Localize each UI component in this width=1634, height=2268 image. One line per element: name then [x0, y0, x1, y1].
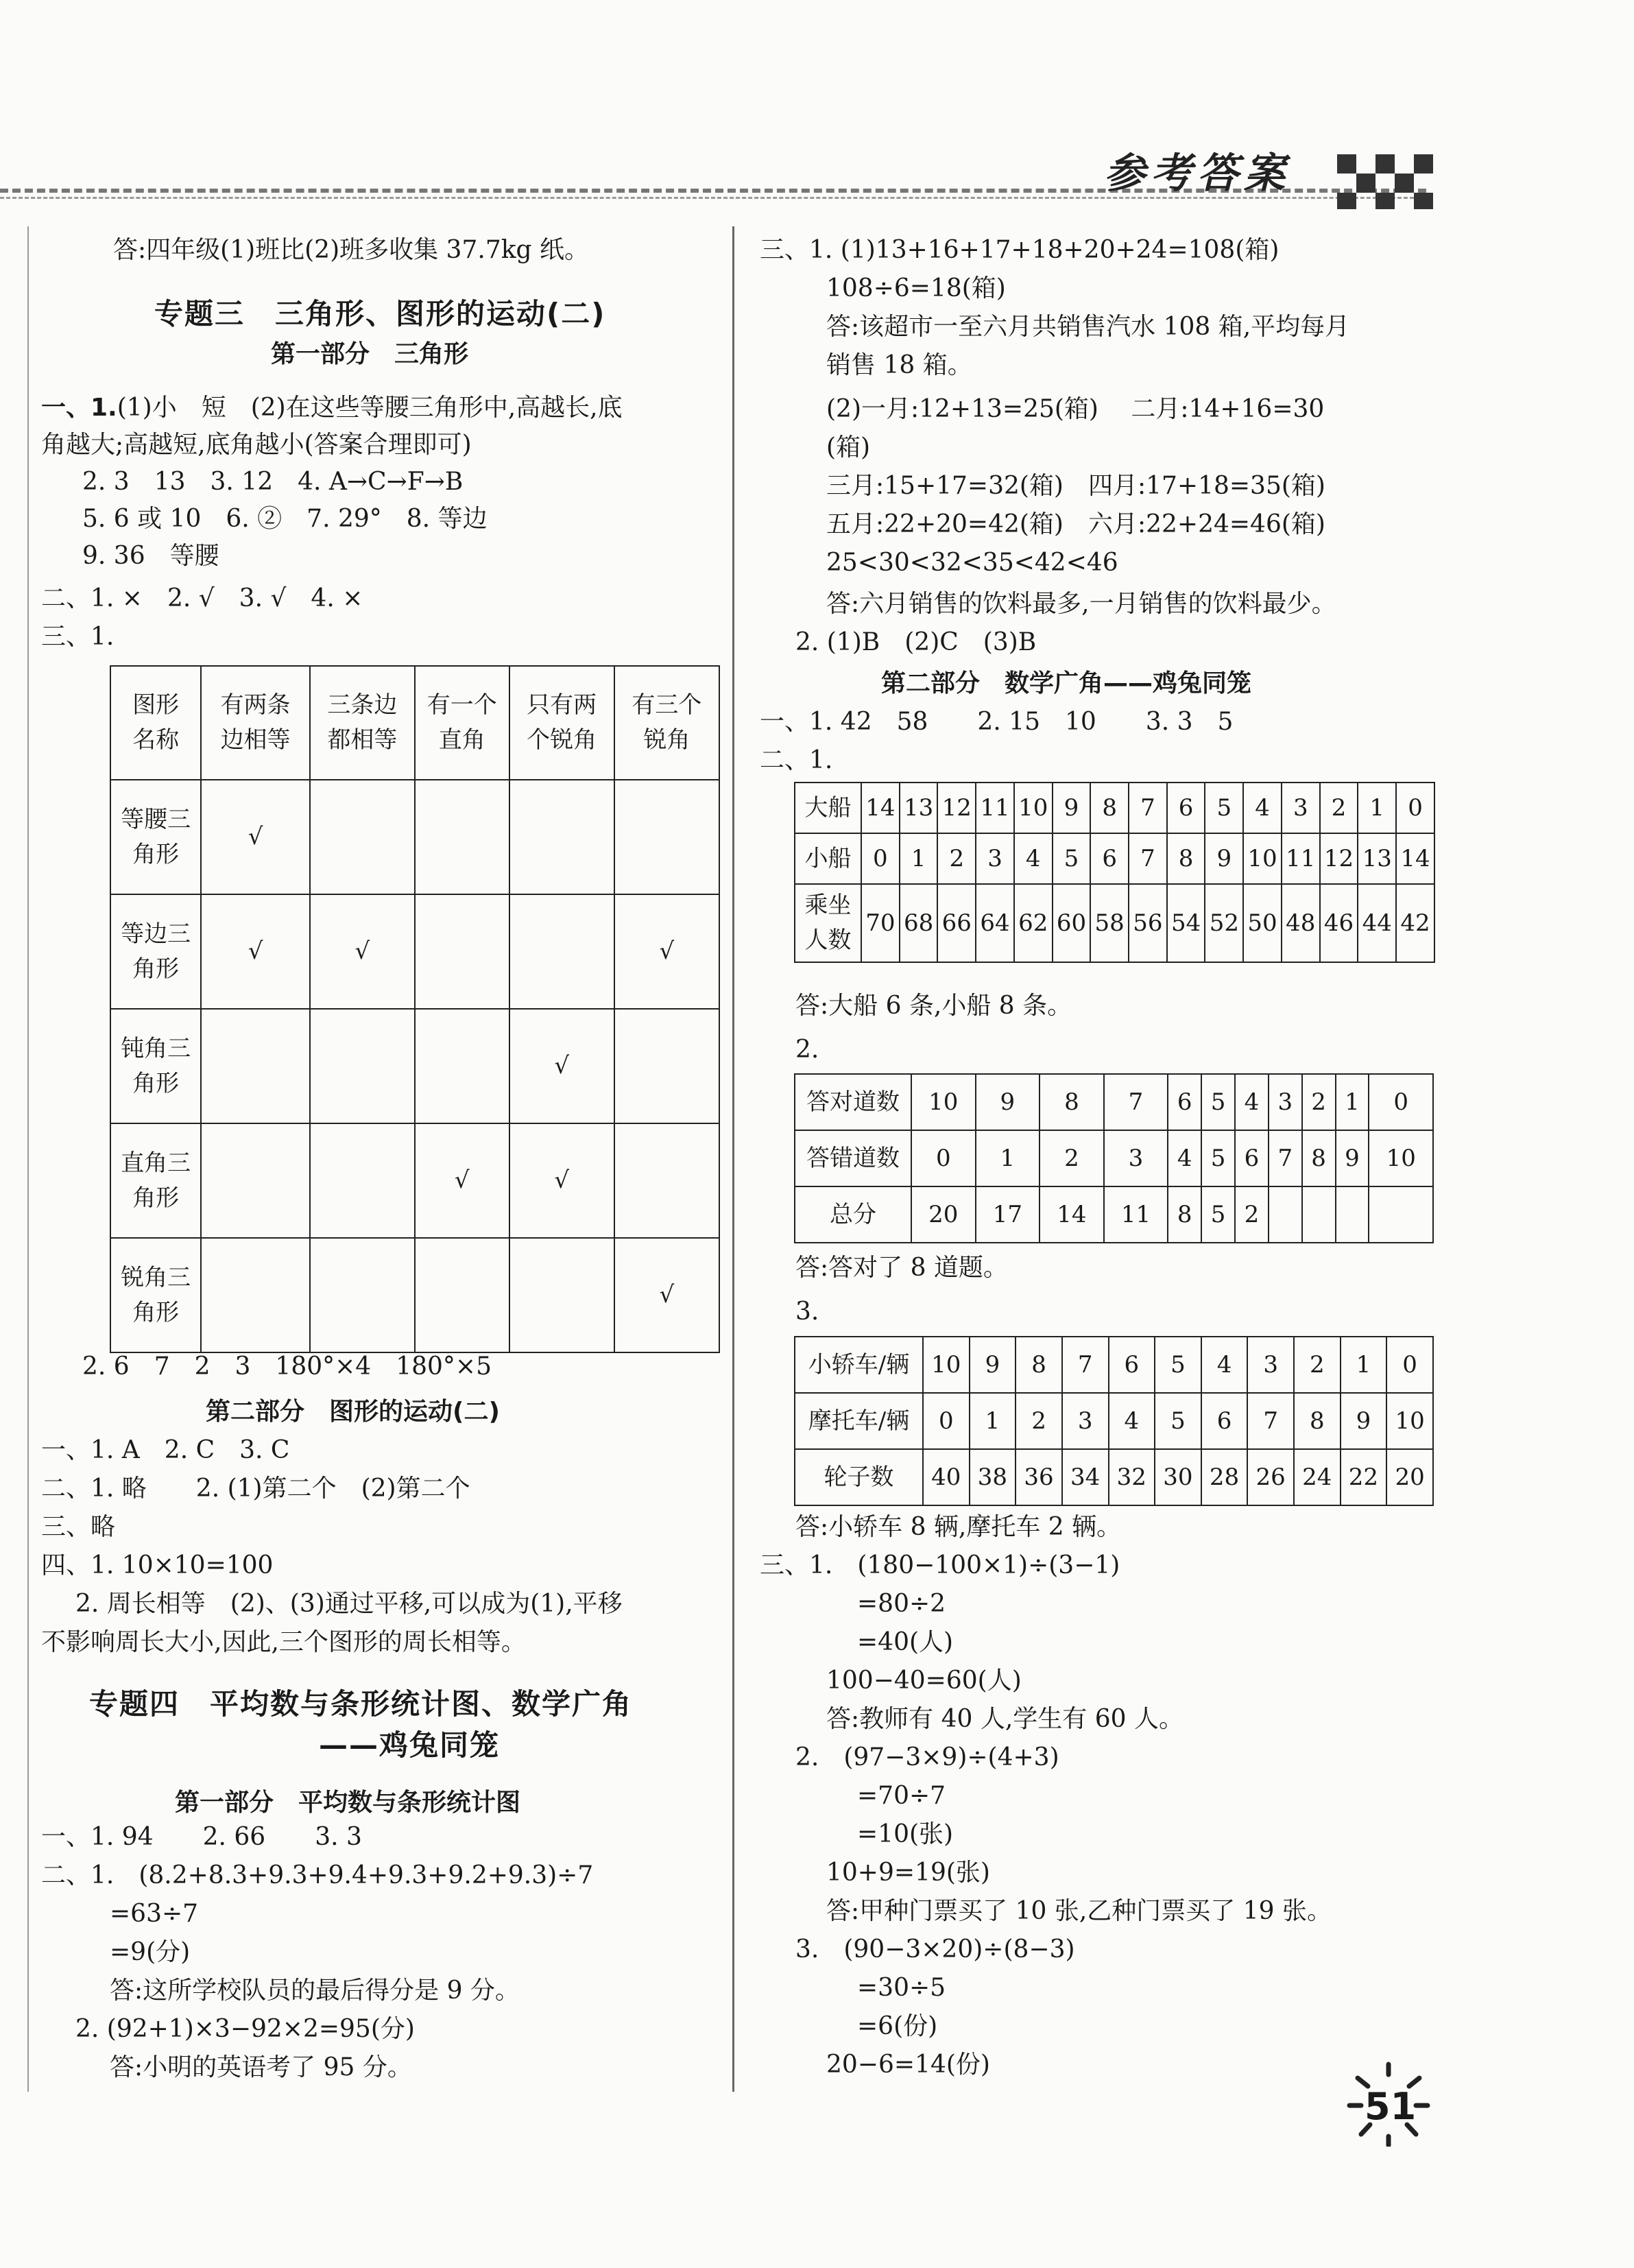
table-row [795, 1337, 1433, 1393]
check-cell [310, 1238, 415, 1352]
value-cell: 4 [1109, 1393, 1155, 1449]
value-cell: 0 [1396, 783, 1434, 833]
value-cell: 0 [911, 1130, 976, 1186]
answer-line: 答:甲种门票买了 10 张,乙种门票买了 19 张。 [826, 1897, 1332, 1925]
answer-line: 20−6=14(份) [826, 2051, 990, 2079]
part1-title: 第一部分 三角形 [271, 340, 469, 368]
value-cell: 8 [1294, 1393, 1341, 1449]
answer-line: 销售 18 箱。 [826, 351, 972, 379]
check-cell: √ [614, 894, 719, 1009]
check-cell: √ [614, 1238, 719, 1352]
value-cell: 3 [1104, 1130, 1168, 1186]
answer-line: 答:六月销售的饮料最多,一月销售的饮料最少。 [826, 590, 1336, 618]
value-cell [1369, 1186, 1433, 1243]
value-cell: 34 [1062, 1449, 1109, 1505]
value-cell: 3 [1247, 1337, 1294, 1393]
header-cell: 有三个 锐角 [614, 666, 719, 780]
value-cell: 66 [937, 884, 976, 962]
answer-line: 25<30<32<35<42<46 [826, 549, 1118, 577]
topic4-subtitle: ——鸡兔同笼 [319, 1728, 501, 1762]
check-cell [201, 1009, 309, 1123]
value-cell: 12 [1320, 833, 1358, 884]
value-cell: 0 [923, 1393, 970, 1449]
check-cell [415, 1009, 509, 1123]
vehicle-table [794, 1336, 1434, 1506]
value-cell: 6 [1090, 833, 1129, 884]
answer-line: =63÷7 [110, 1900, 199, 1928]
row-label-cell: 等腰三 角形 [110, 780, 201, 894]
table-row [795, 783, 1434, 833]
triangle-properties-table [110, 665, 720, 1353]
value-cell: 1 [900, 833, 938, 884]
check-cell [509, 894, 614, 1009]
answer-line: 5. 6 或 10 6. ② 7. 29° 8. 等边 [82, 505, 488, 533]
row-label-cell: 直角三 角形 [110, 1123, 201, 1238]
value-cell: 7 [1104, 1074, 1168, 1130]
value-cell: 20 [1386, 1449, 1433, 1505]
value-cell: 60 [1053, 884, 1091, 962]
table-row [795, 1393, 1433, 1449]
value-cell: 2 [1040, 1130, 1104, 1186]
value-cell: 2 [1294, 1337, 1341, 1393]
value-cell: 6 [1201, 1393, 1248, 1449]
value-cell: 40 [923, 1449, 970, 1505]
value-cell: 5 [1155, 1393, 1201, 1449]
check-cell [201, 1123, 309, 1238]
table-row [795, 884, 1434, 962]
value-cell: 13 [900, 783, 938, 833]
answer-line: 三、1. (180−100×1)÷(3−1) [760, 1551, 1120, 1579]
value-cell: 3 [976, 833, 1014, 884]
row-label-cell: 乘坐 人数 [795, 884, 861, 962]
answer-line: 2. 周长相等 (2)、(3)通过平移,可以成为(1),平移 [75, 1590, 623, 1618]
quiz-table [794, 1073, 1434, 1243]
answer-line: 2. (97−3×9)÷(4+3) [795, 1743, 1059, 1771]
answer-line: 答:四年级(1)班比(2)班多收集 37.7kg 纸。 [113, 236, 590, 264]
value-cell: 10 [1386, 1393, 1433, 1449]
value-cell: 7 [1269, 1130, 1302, 1186]
value-cell: 9 [970, 1337, 1016, 1393]
answer-line: 108÷6=18(箱) [826, 274, 1006, 302]
value-cell: 6 [1235, 1130, 1269, 1186]
left-margin-rule [27, 226, 29, 2092]
check-cell: √ [509, 1009, 614, 1123]
answer-line: 2. 6 7 2 3 180°×4 180°×5 [82, 1352, 492, 1381]
value-cell: 1 [1336, 1074, 1369, 1130]
answer-line: 不影响周长大小,因此,三个图形的周长相等。 [41, 1628, 526, 1656]
value-cell: 3 [1062, 1393, 1109, 1449]
value-cell: 8 [1168, 1186, 1201, 1243]
answer-line: 四、1. 10×10=100 [41, 1551, 274, 1579]
answer-line: 二、1. [760, 746, 833, 774]
value-cell: 9 [1341, 1393, 1387, 1449]
check-cell [415, 780, 509, 894]
value-cell: 2 [1016, 1393, 1062, 1449]
check-cell [310, 1009, 415, 1123]
table-row [110, 1123, 719, 1238]
topic4-title: 专题四 平均数与条形统计图、数学广角 [89, 1687, 633, 1721]
value-cell: 8 [1302, 1130, 1336, 1186]
value-cell: 1 [1341, 1337, 1387, 1393]
value-cell: 7 [1129, 833, 1167, 884]
table-row [110, 1009, 719, 1123]
value-cell: 10 [923, 1337, 970, 1393]
check-cell [310, 780, 415, 894]
value-cell: 5 [1155, 1337, 1201, 1393]
check-cell [415, 1238, 509, 1352]
answer-line: 9. 36 等腰 [82, 542, 219, 570]
value-cell [1269, 1186, 1302, 1243]
answer-line: =9(分) [110, 1938, 191, 1966]
value-cell: 8 [1167, 833, 1205, 884]
answer-line: 三、略 [41, 1513, 116, 1541]
value-cell: 6 [1109, 1337, 1155, 1393]
answer-line: 三、1. (1)13+16+17+18+20+24=108(箱) [760, 236, 1279, 264]
answer-line: 2. 3 13 3. 12 4. A→C→F→B [82, 468, 464, 496]
answer-line: 二、1. 略 2. (1)第二个 (2)第二个 [41, 1475, 470, 1503]
row-label-cell: 大船 [795, 783, 861, 833]
value-cell: 8 [1040, 1074, 1104, 1130]
value-cell: 4 [1243, 783, 1282, 833]
table-row [795, 833, 1434, 884]
answer-line: 答:大船 6 条,小船 8 条。 [795, 992, 1072, 1020]
check-cell [614, 1123, 719, 1238]
check-cell [201, 1238, 309, 1352]
answer-line: (2)一月:12+13=25(箱) 二月:14+16=30 [826, 395, 1325, 423]
answer-line: =10(张) [857, 1820, 954, 1848]
table-row [795, 1130, 1433, 1186]
answer-line: 一、1. 94 2. 66 3. 3 [41, 1823, 362, 1851]
check-cell: √ [201, 894, 309, 1009]
question-number: 一、1. [41, 394, 117, 422]
value-cell: 62 [1014, 884, 1053, 962]
answer-text: (1)小 短 (2)在这些等腰三角形中,高越长,底 [117, 394, 623, 422]
answer-line: =40(人) [857, 1628, 954, 1656]
value-cell: 10 [911, 1074, 976, 1130]
answer-line: 10+9=19(张) [826, 1859, 990, 1887]
answer-line [41, 390, 623, 427]
table-row [110, 894, 719, 1009]
value-cell: 8 [1016, 1337, 1062, 1393]
check-cell: √ [201, 780, 309, 894]
value-cell: 58 [1090, 884, 1129, 962]
header-cell: 三条边 都相等 [310, 666, 415, 780]
table-row [110, 780, 719, 894]
value-cell: 10 [1369, 1130, 1433, 1186]
answer-line: 3. [795, 1298, 819, 1326]
row-label-cell: 总分 [795, 1186, 911, 1243]
header-cell: 有两条 边相等 [201, 666, 309, 780]
answer-line: 2. [795, 1036, 819, 1064]
answer-line: 二、1. × 2. √ 3. √ 4. × [41, 584, 363, 612]
value-cell: 4 [1168, 1130, 1201, 1186]
value-cell: 11 [1282, 833, 1320, 884]
value-cell: 14 [1396, 833, 1434, 884]
boat-table [794, 782, 1435, 963]
value-cell: 1 [976, 1130, 1040, 1186]
table-row [795, 1074, 1433, 1130]
check-cell [614, 1009, 719, 1123]
row-label-cell: 答对道数 [795, 1074, 911, 1130]
table-row [795, 1186, 1433, 1243]
value-cell: 7 [1062, 1337, 1109, 1393]
value-cell: 9 [1053, 783, 1091, 833]
value-cell: 1 [1358, 783, 1396, 833]
row-label-cell: 等边三 角形 [110, 894, 201, 1009]
value-cell: 2 [1320, 783, 1358, 833]
value-cell: 3 [1269, 1074, 1302, 1130]
value-cell: 1 [970, 1393, 1016, 1449]
check-cell [509, 1238, 614, 1352]
row-label-cell: 轮子数 [795, 1449, 923, 1505]
value-cell: 3 [1282, 783, 1320, 833]
value-cell: 7 [1247, 1393, 1294, 1449]
value-cell: 36 [1016, 1449, 1062, 1505]
value-cell: 11 [976, 783, 1014, 833]
value-cell: 4 [1014, 833, 1053, 884]
value-cell: 38 [970, 1449, 1016, 1505]
answer-line: 3. (90−3×20)÷(8−3) [795, 1935, 1075, 1963]
answer-line: 一、1. A 2. C 3. C [41, 1436, 290, 1464]
value-cell: 4 [1201, 1337, 1248, 1393]
answer-line: 五月:22+20=42(箱) 六月:22+24=46(箱) [826, 510, 1325, 538]
part41-title: 第一部分 平均数与条形统计图 [175, 1789, 521, 1817]
value-cell: 20 [911, 1186, 976, 1243]
value-cell: 4 [1235, 1074, 1269, 1130]
value-cell: 50 [1243, 884, 1282, 962]
value-cell: 22 [1341, 1449, 1387, 1505]
value-cell: 14 [861, 783, 900, 833]
value-cell: 26 [1247, 1449, 1294, 1505]
value-cell: 0 [1369, 1074, 1433, 1130]
header-title: 参考答案 [1104, 150, 1290, 198]
value-cell: 9 [1205, 833, 1243, 884]
answer-line: 答:小轿车 8 辆,摩托车 2 辆。 [795, 1513, 1122, 1541]
answer-line: 一、1. 42 58 2. 15 10 3. 3 5 [760, 708, 1234, 736]
row-label-cell: 钝角三 角形 [110, 1009, 201, 1123]
value-cell: 64 [976, 884, 1014, 962]
table-row [795, 1449, 1433, 1505]
row-label-cell: 锐角三 角形 [110, 1238, 201, 1352]
value-cell: 0 [1386, 1337, 1433, 1393]
value-cell: 24 [1294, 1449, 1341, 1505]
value-cell: 28 [1201, 1449, 1248, 1505]
value-cell: 9 [1336, 1130, 1369, 1186]
answer-line: 角越大;高越短,底角越小(答案合理即可) [41, 431, 472, 459]
value-cell: 70 [861, 884, 900, 962]
answer-line: 三月:15+17=32(箱) 四月:17+18=35(箱) [826, 472, 1325, 500]
answer-line: 答:答对了 8 道题。 [795, 1254, 1008, 1282]
answer-line: 答:该超市一至六月共销售汽水 108 箱,平均每月 [826, 313, 1350, 341]
value-cell: 5 [1205, 783, 1243, 833]
value-cell: 6 [1167, 783, 1205, 833]
value-cell: 11 [1104, 1186, 1168, 1243]
value-cell: 5 [1201, 1074, 1235, 1130]
table-row [110, 1238, 719, 1352]
value-cell: 52 [1205, 884, 1243, 962]
check-cell [614, 780, 719, 894]
value-cell: 9 [976, 1074, 1040, 1130]
header-cell: 图形 名称 [110, 666, 201, 780]
table-header-row [110, 666, 719, 780]
check-cell [415, 894, 509, 1009]
checker-decoration-icon [1337, 154, 1433, 209]
check-cell [310, 1123, 415, 1238]
answer-line: =80÷2 [857, 1590, 946, 1618]
value-cell: 6 [1168, 1074, 1201, 1130]
answer-line: =6(份) [857, 2012, 938, 2040]
header-cell: 有一个 直角 [415, 666, 509, 780]
value-cell: 30 [1155, 1449, 1201, 1505]
answer-line: 答:小明的英语考了 95 分。 [110, 2053, 412, 2081]
row-label-cell: 小轿车/辆 [795, 1337, 923, 1393]
answer-line: =70÷7 [857, 1782, 946, 1810]
value-cell: 13 [1358, 833, 1396, 884]
value-cell: 14 [1040, 1186, 1104, 1243]
check-cell: √ [310, 894, 415, 1009]
value-cell: 48 [1282, 884, 1320, 962]
column-divider [732, 226, 734, 2092]
value-cell: 54 [1167, 884, 1205, 962]
check-cell: √ [509, 1123, 614, 1238]
check-cell [509, 780, 614, 894]
topic3-title: 专题三 三角形、图形的运动(二) [154, 297, 606, 331]
value-cell: 46 [1320, 884, 1358, 962]
part2-title: 第二部分 图形的运动(二) [206, 1398, 500, 1426]
part2-title-right: 第二部分 数学广角——鸡兔同笼 [881, 669, 1252, 697]
answer-line: 答:教师有 40 人,学生有 60 人。 [826, 1705, 1184, 1733]
value-cell: 5 [1053, 833, 1091, 884]
value-cell: 44 [1358, 884, 1396, 962]
answer-line: 二、1. (8.2+8.3+9.3+9.4+9.3+9.2+9.3)÷7 [41, 1861, 594, 1889]
row-label-cell: 摩托车/辆 [795, 1393, 923, 1449]
value-cell: 5 [1201, 1130, 1235, 1186]
value-cell: 10 [1243, 833, 1282, 884]
answer-line: 三、1. [41, 623, 115, 651]
answer-line: (箱) [826, 433, 871, 462]
check-cell: √ [415, 1123, 509, 1238]
value-cell: 8 [1090, 783, 1129, 833]
value-cell: 2 [937, 833, 976, 884]
answer-line: 100−40=60(人) [826, 1667, 1022, 1695]
value-cell: 68 [900, 884, 938, 962]
value-cell: 7 [1129, 783, 1167, 833]
value-cell: 17 [976, 1186, 1040, 1243]
value-cell: 12 [937, 783, 976, 833]
row-label-cell: 小船 [795, 833, 861, 884]
answer-line: 答:这所学校队员的最后得分是 9 分。 [110, 1977, 520, 2005]
row-label-cell: 答错道数 [795, 1130, 911, 1186]
value-cell: 2 [1302, 1074, 1336, 1130]
header-cell: 只有两 个锐角 [509, 666, 614, 780]
value-cell: 56 [1129, 884, 1167, 962]
value-cell [1302, 1186, 1336, 1243]
value-cell: 10 [1014, 783, 1053, 833]
value-cell: 32 [1109, 1449, 1155, 1505]
answer-line: =30÷5 [857, 1974, 946, 2002]
answer-line: 2. (1)B (2)C (3)B [795, 628, 1037, 656]
value-cell: 0 [861, 833, 900, 884]
value-cell: 2 [1235, 1186, 1269, 1243]
answer-line: 2. (92+1)×3−92×2=95(分) [75, 2015, 415, 2043]
value-cell [1336, 1186, 1369, 1243]
page-number: 51 [1365, 2085, 1417, 2128]
value-cell: 5 [1201, 1186, 1235, 1243]
value-cell: 42 [1396, 884, 1434, 962]
